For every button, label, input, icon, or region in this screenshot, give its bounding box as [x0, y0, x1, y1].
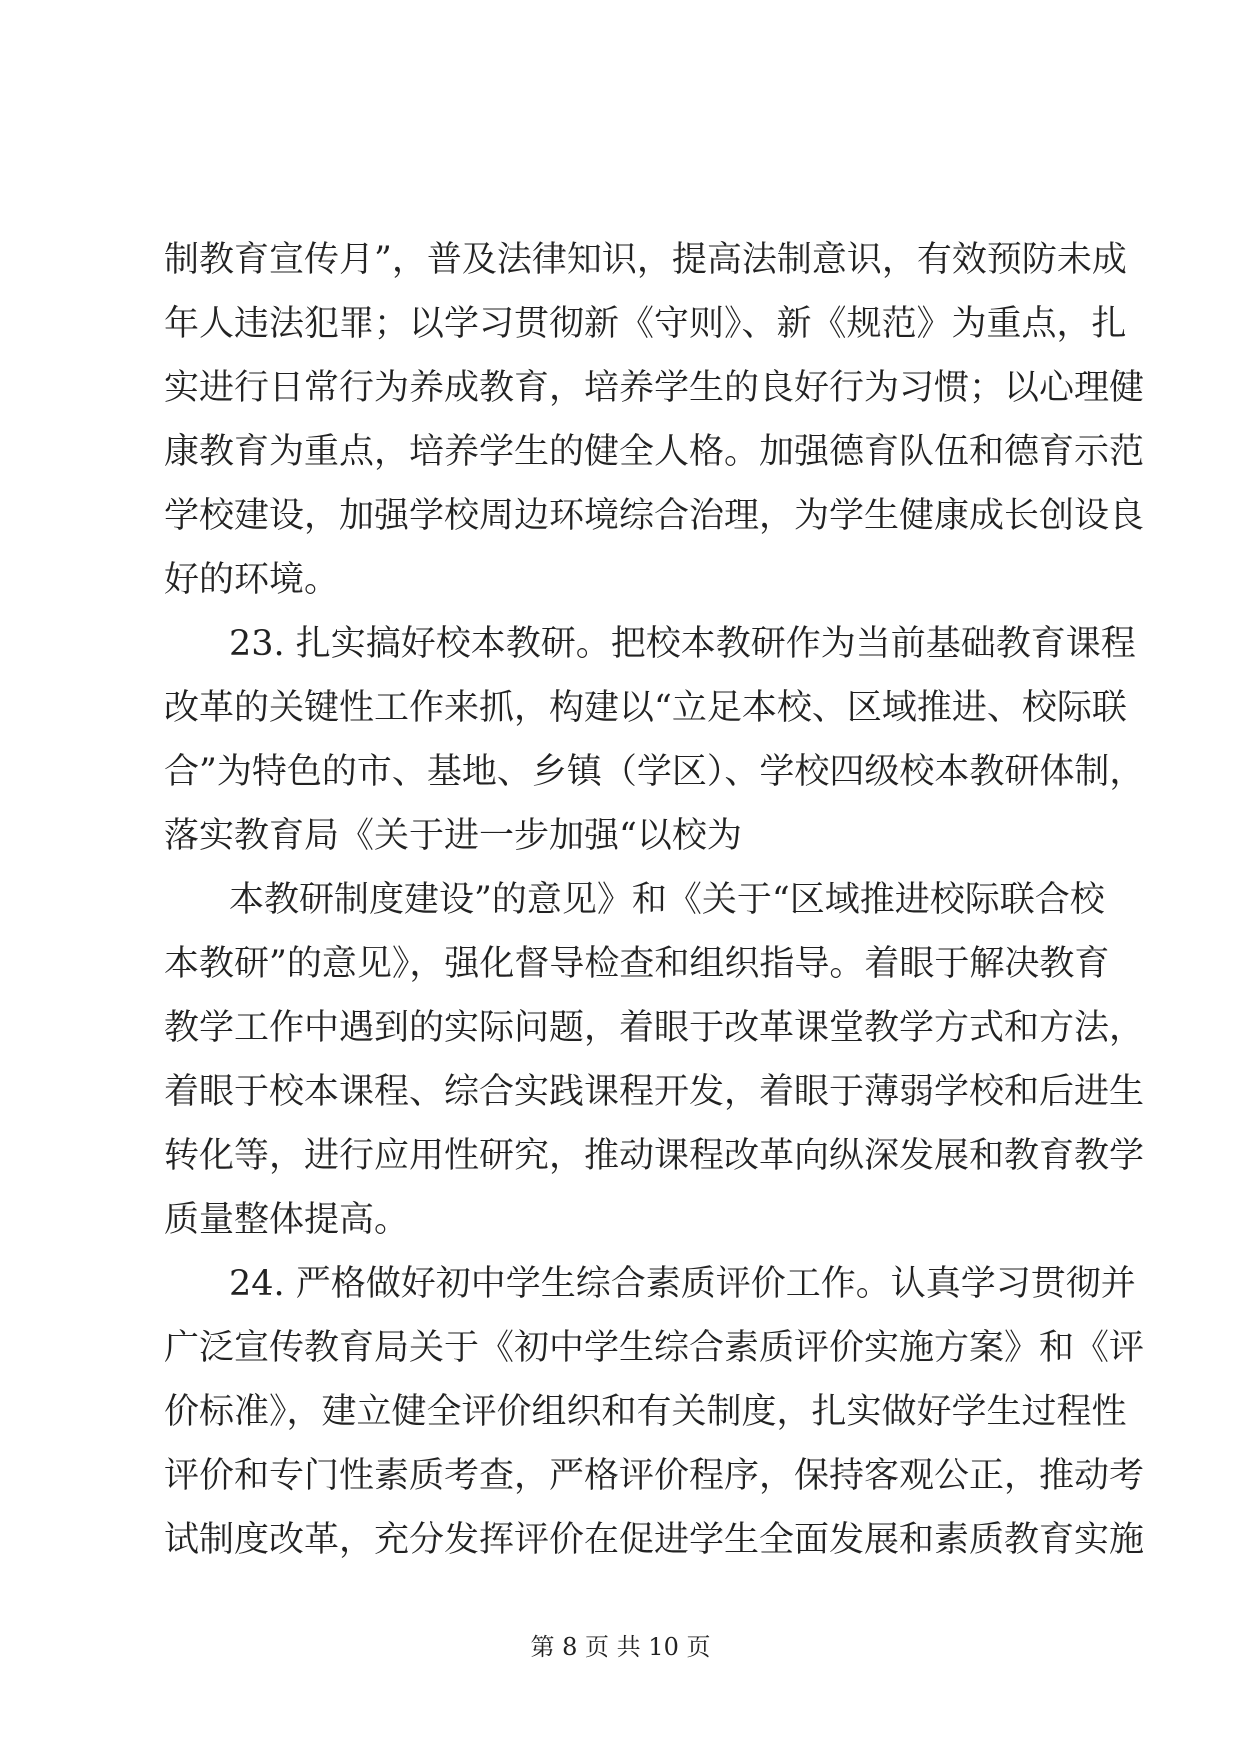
text-line: 教学工作中遇到的实际问题，着眼于改革课堂教学方式和方法， — [164, 1008, 1145, 1048]
item-23-heading-line: 23. 扎实搞好校本教研。把校本教研作为当前基础教育课程 — [229, 624, 1136, 664]
text-line: 价标准》，建立健全评价组织和有关制度，扎实做好学生过程性 — [164, 1392, 1127, 1432]
page-number-footer: 第 8 页 共 10 页 — [530, 1633, 711, 1661]
text-line: 好的环境。 — [164, 560, 340, 600]
text-line: 制教育宣传月”，普及法律知识，提高法制意识，有效预防未成 — [164, 240, 1127, 280]
text-line: 试制度改革，充分发挥评价在促进学生全面发展和素质教育实施 — [164, 1520, 1145, 1560]
text-line: 康教育为重点，培养学生的健全人格。加强德育队伍和德育示范 — [164, 432, 1145, 472]
text-line: 广泛宣传教育局关于《初中学生综合素质评价实施方案》和《评 — [164, 1328, 1145, 1368]
text-line: 质量整体提高。 — [164, 1200, 410, 1240]
text-line: 着眼于校本课程、综合实践课程开发，着眼于薄弱学校和后进生 — [164, 1072, 1145, 1112]
text-line: 本教研”的意见》，强化督导检查和组织指导。着眼于解决教育 — [164, 944, 1110, 984]
text-line: 学校建设，加强学校周边环境综合治理，为学生健康成长创设良 — [164, 496, 1145, 536]
document-body — [164, 228, 1145, 1572]
text-line: 年人违法犯罪；以学习贯彻新《守则》、新《规范》为重点，扎 — [164, 304, 1127, 344]
item-24-heading-line: 24. 严格做好初中学生综合素质评价工作。认真学习贯彻并 — [229, 1264, 1136, 1304]
text-line: 实进行日常行为养成教育，培养学生的良好行为习惯；以心理健 — [164, 368, 1145, 408]
text-line: 评价和专门性素质考查，严格评价程序，保持客观公正，推动考 — [164, 1456, 1145, 1496]
text-line: 改革的关键性工作来抓，构建以“立足本校、区域推进、校际联 — [164, 688, 1127, 728]
text-line: 转化等，进行应用性研究，推动课程改革向纵深发展和教育教学 — [164, 1136, 1145, 1176]
text-line: 落实教育局《关于进一步加强“以校为 — [164, 816, 742, 856]
text-line: 合”为特色的市、基地、乡镇（学区）、学校四级校本教研体制， — [164, 752, 1145, 792]
text-line: 本教研制度建设”的意见》和《关于“区域推进校际联合校 — [229, 880, 1105, 920]
